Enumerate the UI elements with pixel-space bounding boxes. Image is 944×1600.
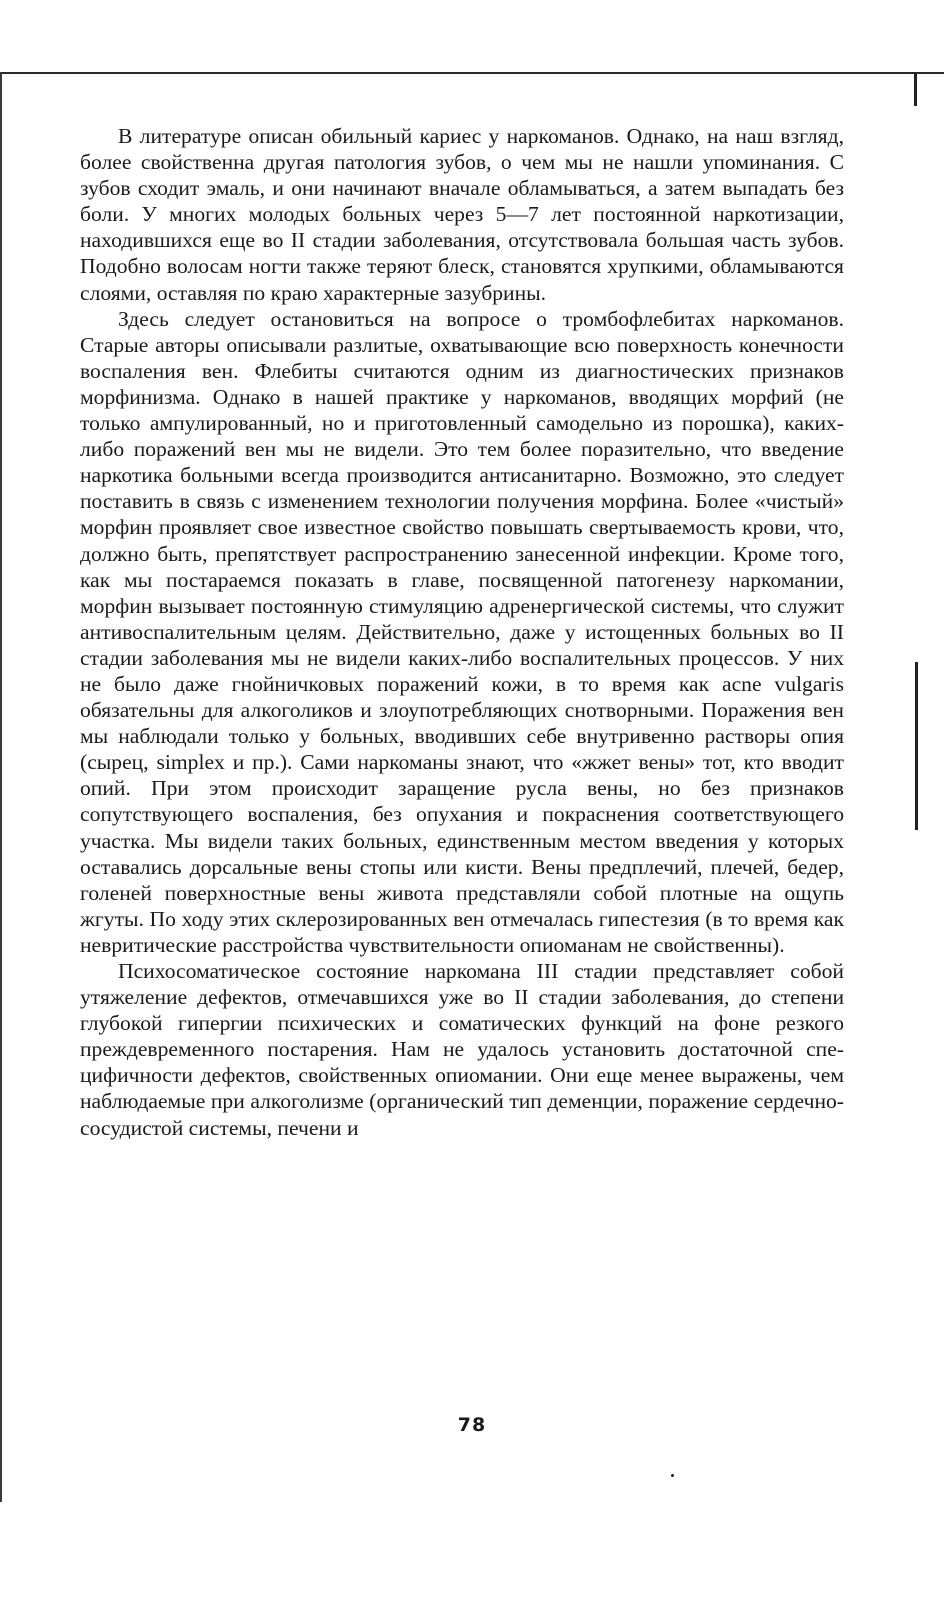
paragraph: Здесь следует остановиться на вопросе о тромбофлебитах наркоманов. Старые авторы описывали разлитые, охватывающие всю поверхность конечности воспаления вен. Флебиты считаются одним из диагностических признаков морфинизма. Однако в нашей практике у наркоманов, вводящих морфий (не только ампулированный, но и приготовленный самодельно из порошка), каких-либо поражений вен мы не видели. Это тем более поразительно, что введение наркотика больными всегда производится антисанитарно. Возможно, это следует поставить в связь с изменением технологии получения морфина. Более «чистый» морфин проявляет свое известное свойство повышать свертываемость крови, что, должно быть, препятствует распространению занесенной инфекции. Кроме того, как мы постараемся показать в главе, посвященной патогенезу наркомании, морфин вызывает постоянную стимуляцию адренергической системы, что служит антивоспалительным целям. Действительно, даже у истощенных больных во II стадии заболевания мы не видели каких-либо воспалительных процессов. У них не было даже гнойничковых поражений кожи, в то время как acne vulgaris обязательны для алкоголиков и злоупотребляющих снотворными. Поражения вен мы наблюдали только у больных, вводивших себе внутривенно растворы опия (сырец, simplex и пр.). Сами наркоманы знают, что «жжет вены» тот, кто вводит опий. При этом происходит заращение русла вены, но без признаков сопутствующего воспаления, без опухания и покраснения соответствующего участка. Мы видели таких больных, единственным местом введения у которых оставались дорсальные вены стопы или кисти. Вены предплечий, плечей, бедер, голеней поверхностные вены живота представляли собой плотные на ощупь жгуты. По ходу этих склерозированных вен отмечалась гипестезия (в то время как невритические расстройства чувствительности опиоманам не свойственны). bbox=[80, 306, 844, 957]
page-number: 78 bbox=[457, 1414, 487, 1436]
scan-border-top bbox=[0, 72, 944, 74]
scan-border-left bbox=[0, 72, 2, 1502]
scan-speck bbox=[671, 1474, 674, 1477]
page-body bbox=[80, 123, 844, 1141]
scan-edge-mark bbox=[915, 662, 918, 830]
scan-edge-mark bbox=[914, 74, 917, 106]
paragraph: В литературе описан обильный кариес у наркоманов. Однако, на наш взгляд, более свойственна другая патология зубов, о чем мы не нашли упоминания. С зубов сходит эмаль, и они начинают вначале обламываться, а затем выпадать без боли. У многих молодых больных через 5—7 лет постоянной наркотизации, находившихся еще во II стадии заболевания, отсутствовала большая часть зубов. Подобно волосам ногти также теряют блеск, становятся хрупкими, обламываются слоями, оставляя по краю характерные зазубрины. bbox=[80, 124, 844, 305]
paragraph: Психосоматическое состояние наркомана III стадии представляет собой утяжеление дефектов, отмечавшихся уже во II стадии заболевания, до степени глубокой гипергии психических и соматических функций на фоне резкого преждевременного постарения. Нам не удалось установить достаточной специфичности дефектов, свойственных опиомании. Они еще менее выражены, чем наблюдаемые при алкоголизме (органический тип деменции, поражение сердечно-сосудистой системы, печени и bbox=[80, 959, 844, 1140]
